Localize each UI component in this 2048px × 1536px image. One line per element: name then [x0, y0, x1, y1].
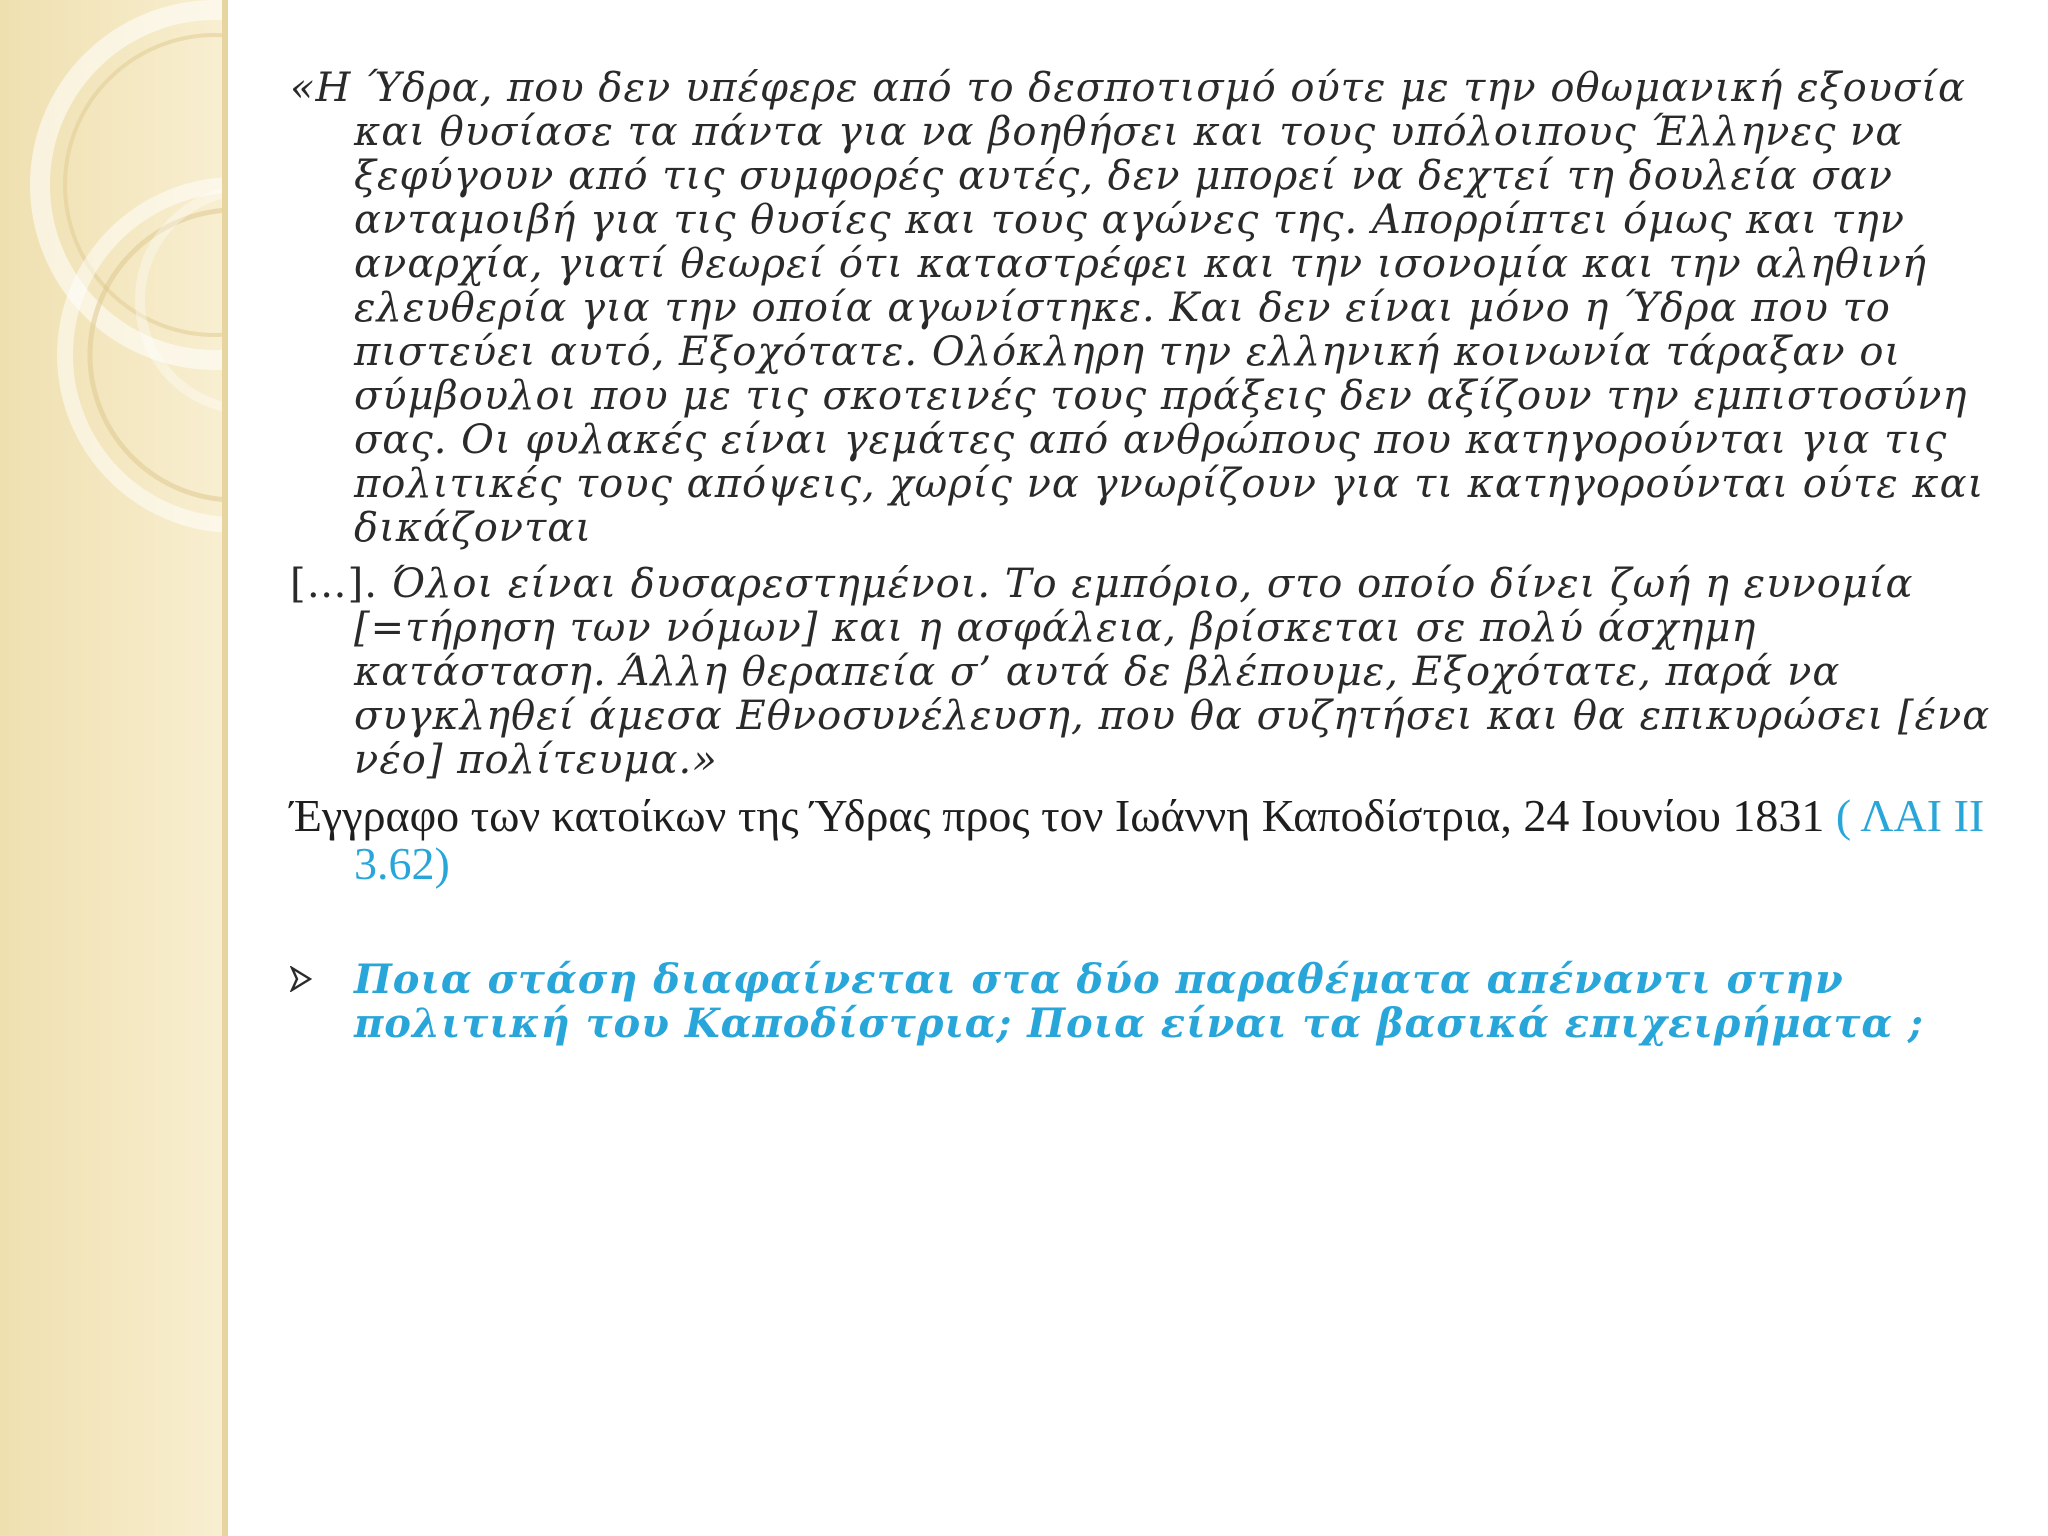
sidebar-edge — [222, 0, 228, 1536]
source-citation — [290, 792, 2000, 888]
source-reference: ( ΛΑΙ ΙΙ 3.62) — [354, 790, 1985, 889]
quote-ellipsis: […]. — [290, 561, 378, 607]
quote-paragraph-1: «Η Ύδρα, που δεν υπέφερε από το δεσποτισμό ούτε με την οθωμανική εξουσία και θυσίασε τα πάντα για να βοηθήσει και τους υπόλοιπους Έλληνες να ξεφύγουν από τις συμφορές αυτές, δεν μπορεί να δεχτεί τη δουλεία σαν ανταμοιβή για τις θυσίες και τους αγώνες της. Απορρίπτει όμως και την αναρχία, γιατί θεωρεί ότι καταστρέφει και την ισονομία και την αληθινή ελευθερία για την οποία αγωνίστηκε. Και δεν είναι μόνο η Ύδρα που το πιστεύει αυτό, Εξοχότατε. Ολόκληρη την ελληνική κοινωνία τάραξαν οι σύμβουλοι που με τις σκοτεινές τους πράξεις δεν αξίζουν την εμπιστοσύνη σας. Οι φυλακές είναι γεμάτες από ανθρώπους που κατηγορούνται για τις πολιτικές τους απόψεις, χωρίς να γνωρίζουν για τι κατηγορούνται ούτε και δικάζονται — [290, 65, 1985, 551]
decorative-rings-icon — [0, 0, 228, 1536]
decorative-sidebar — [0, 0, 228, 1536]
quote-paragraph-2-text: Όλοι είναι δυσαρεστημένοι. Το εμπόριο, στο οποίο δίνει ζωή η ευνομία [=τήρηση των νόμων] και η ασφάλεια, βρίσκεται σε πολύ άσχημη κατάσταση. Άλλη θεραπεία σ’ αυτά δε βλέπουμε, Εξοχότατε, παρά να συγκληθεί άμεσα Εθνοσυνέλευση, που θα συζητήσει και θα επικυρώσει [ένα νέο] πολίτευμα.» — [354, 561, 1991, 783]
question-text: Ποια στάση διαφαίνεται στα δύο παραθέματα απέναντι στην πολιτική του Καποδίστρια; Ποια είναι τα βασικά επιχειρήματα ; — [354, 956, 1924, 1047]
arrow-bullet-icon — [290, 966, 312, 992]
source-text: Έγγραφο των κατοίκων της Ύδρας προς τον Ιωάννη Καποδίστρια, 24 Ιουνίου 1831 — [290, 790, 1836, 841]
question-bullet — [290, 958, 2000, 1046]
slide-content — [290, 66, 2000, 1046]
quote-paragraph-2 — [290, 562, 2000, 782]
